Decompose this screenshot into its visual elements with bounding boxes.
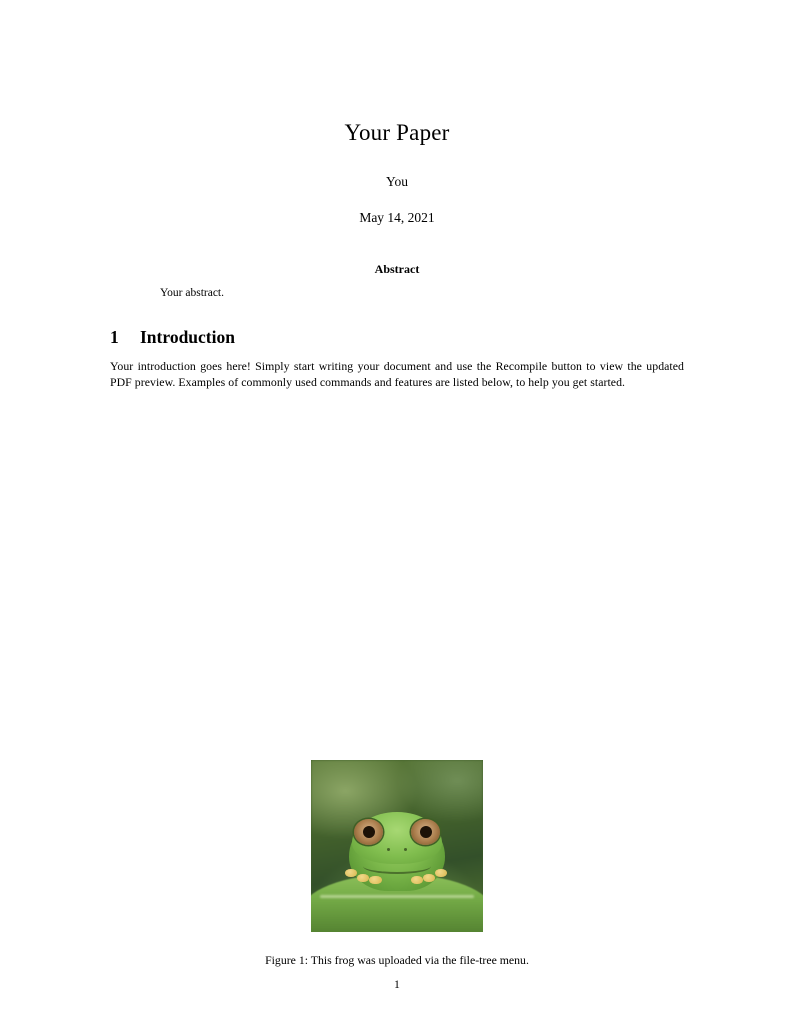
abstract-text: Your abstract. bbox=[160, 287, 224, 299]
page-number: 1 bbox=[394, 977, 400, 991]
frog-right-pupil bbox=[420, 826, 432, 838]
frog-right-nostril bbox=[404, 848, 407, 851]
section-title: Introduction bbox=[140, 327, 235, 347]
section-number: 1 bbox=[110, 327, 119, 347]
frog-toe bbox=[369, 876, 381, 885]
frog-right-eye bbox=[411, 819, 440, 845]
frog-toe bbox=[435, 869, 447, 878]
section-heading-introduction bbox=[110, 327, 684, 348]
abstract-heading: Abstract bbox=[374, 262, 420, 276]
document-author: You bbox=[386, 174, 408, 189]
frog-photo bbox=[311, 760, 483, 932]
photo-leaf-vein bbox=[320, 895, 475, 898]
frog-left-nostril bbox=[387, 848, 390, 851]
section-paragraph: Your introduction goes here! Simply start writing your document and use the Recompile button to view the updated PDF preview. Examples of commonly used commands and features are listed below, to help you get started. bbox=[110, 359, 684, 389]
frog-toe bbox=[411, 876, 423, 885]
frog-left-eye bbox=[354, 819, 383, 845]
page-title: Your Paper bbox=[344, 120, 450, 145]
frog-left-pupil bbox=[363, 826, 375, 838]
figure-block bbox=[110, 760, 684, 968]
page-content bbox=[110, 0, 684, 968]
figure-caption: Figure 1: This frog was uploaded via the file-tree menu. bbox=[265, 953, 529, 968]
document-date: May 14, 2021 bbox=[359, 210, 435, 225]
